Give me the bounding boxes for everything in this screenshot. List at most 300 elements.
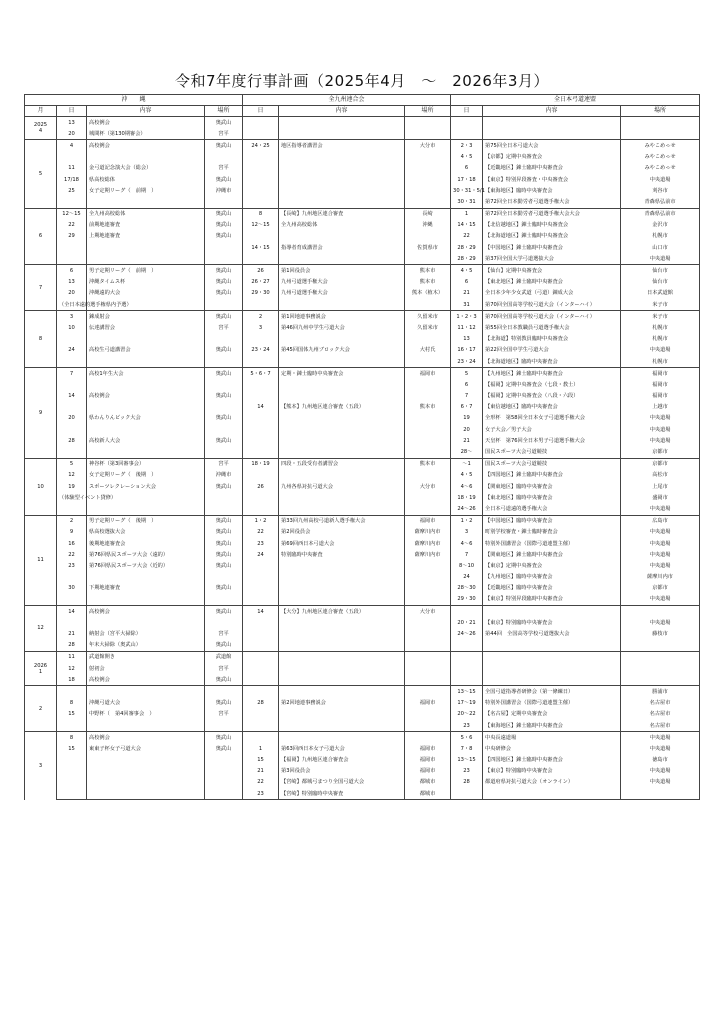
zennichi-content: 【東京】定期中央審査会 (483, 560, 621, 571)
okinawa-day: 9 (57, 527, 87, 538)
header-place: 場所 (621, 106, 700, 117)
zennichi-day: 24〜26 (451, 503, 483, 515)
kyushu-day: 18・19 (243, 458, 279, 470)
zennichi-content: 第75回全日本弓道大会 (483, 140, 621, 152)
okinawa-content: 錬成射会 (87, 311, 205, 323)
okinawa-place (205, 379, 243, 390)
kyushu-day (243, 231, 279, 242)
okinawa-place: 奥武山 (205, 435, 243, 446)
zennichi-content (483, 606, 621, 618)
okinawa-day: 21 (57, 628, 87, 639)
zennichi-day: 1・2 (451, 515, 483, 527)
okinawa-place: 奥武山 (205, 368, 243, 380)
zennichi-day: 5 (451, 368, 483, 380)
kyushu-content: 指導者育成講習会 (279, 242, 405, 253)
okinawa-day: 16 (57, 538, 87, 549)
okinawa-content: 上期地連審査 (87, 231, 205, 242)
okinawa-day: 10 (57, 322, 87, 333)
okinawa-day (57, 777, 87, 788)
zennichi-place: 青森県弘前市 (621, 196, 700, 208)
zennichi-day (451, 674, 483, 686)
okinawa-day (57, 686, 87, 698)
kyushu-day: 1・2 (243, 515, 279, 527)
zennichi-day: 11・12 (451, 322, 483, 333)
okinawa-day: 30 (57, 583, 87, 594)
zennichi-day: 4・5 (451, 152, 483, 163)
okinawa-day: 7 (57, 368, 87, 380)
header-place: 場所 (205, 106, 243, 117)
okinawa-day (57, 617, 87, 628)
kyushu-day (243, 435, 279, 446)
okinawa-place: 奥武山 (205, 231, 243, 242)
kyushu-content (279, 583, 405, 594)
kyushu-day (243, 651, 279, 663)
kyushu-place (405, 709, 451, 720)
zennichi-content: 【四国地区】錬士臨時中央審査会 (483, 755, 621, 766)
kyushu-day: 26 (243, 265, 279, 277)
kyushu-day (243, 732, 279, 744)
kyushu-day: 23 (243, 788, 279, 800)
okinawa-place (205, 686, 243, 698)
kyushu-content (279, 651, 405, 663)
table-row (25, 356, 700, 368)
kyushu-day (243, 334, 279, 345)
okinawa-day: 23 (57, 560, 87, 571)
kyushu-place: 大分市 (405, 140, 451, 152)
kyushu-place (405, 117, 451, 129)
okinawa-content: 第76回県民スポーツ大会（遠的） (87, 549, 205, 560)
okinawa-content: 県わんりんピック大会 (87, 413, 205, 424)
okinawa-content: 全九州高校総体 (87, 208, 205, 220)
kyushu-content: 全九州高校総体 (279, 220, 405, 231)
zennichi-day: 6 (451, 379, 483, 390)
section-header-row (25, 95, 700, 106)
kyushu-content: 第1回地連事務説会 (279, 311, 405, 323)
kyushu-place: 大村氏 (405, 345, 451, 356)
table-row (25, 686, 700, 698)
kyushu-place: 福岡市 (405, 368, 451, 380)
kyushu-day (243, 594, 279, 606)
table-row (25, 391, 700, 402)
table-row (25, 334, 700, 345)
okinawa-day: 14 (57, 391, 87, 402)
kyushu-place (405, 424, 451, 435)
zennichi-day: 7・8 (451, 743, 483, 754)
zennichi-day: 2・3 (451, 140, 483, 152)
kyushu-day (243, 663, 279, 674)
zennichi-content: 第70回全国高等学校弓道大会（インターハイ） (483, 299, 621, 311)
kyushu-place: 大分市 (405, 606, 451, 618)
zennichi-content: 【関東地区】錬士臨時中央審査会 (483, 549, 621, 560)
zennichi-content (483, 788, 621, 800)
table-row (25, 663, 700, 674)
okinawa-place: 奥武山 (205, 481, 243, 492)
kyushu-day (243, 709, 279, 720)
zennichi-place: 中央道場 (621, 560, 700, 571)
table-row (25, 152, 700, 163)
zennichi-day (451, 663, 483, 674)
month-cell: 5 (25, 140, 57, 208)
okinawa-place (205, 446, 243, 458)
kyushu-place: 熊本市 (405, 265, 451, 277)
okinawa-day (57, 503, 87, 515)
table-row (25, 253, 700, 265)
kyushu-content: 地区指導者講習会 (279, 140, 405, 152)
okinawa-place: 宮平 (205, 709, 243, 720)
kyushu-place (405, 185, 451, 196)
kyushu-content (279, 560, 405, 571)
table-row (25, 788, 700, 800)
kyushu-content: 九州弓道選手権大会 (279, 288, 405, 299)
section-okinawa: 沖 縄 (25, 95, 243, 106)
okinawa-place: 奥武山 (205, 391, 243, 402)
okinawa-day (57, 720, 87, 732)
okinawa-content: 高校1年生大会 (87, 368, 205, 380)
table-row (25, 299, 700, 311)
table-row (25, 777, 700, 788)
okinawa-content: 後期地連審査会 (87, 538, 205, 549)
okinawa-day: 29 (57, 231, 87, 242)
okinawa-content: 女子定期リーグ（ 後期 ） (87, 470, 205, 481)
kyushu-place (405, 640, 451, 652)
table-row (25, 503, 700, 515)
table-row (25, 674, 700, 686)
kyushu-day (243, 617, 279, 628)
okinawa-day: 18 (57, 674, 87, 686)
table-row (25, 651, 700, 663)
table-row (25, 379, 700, 390)
okinawa-place (205, 617, 243, 628)
zennichi-place: 札幌市 (621, 356, 700, 368)
table-row (25, 163, 700, 174)
header-content: 内容 (483, 106, 621, 117)
zennichi-content: 特別外国講習会（国際弓道連盟主催） (483, 538, 621, 549)
column-header-row (25, 106, 700, 117)
table-row (25, 560, 700, 571)
kyushu-place: 薩摩川内市 (405, 527, 451, 538)
zennichi-place: みやこめっせ (621, 140, 700, 152)
zennichi-place: 中央道場 (621, 766, 700, 777)
zennichi-content: 【北海道】特別教員臨時中央審査会 (483, 334, 621, 345)
kyushu-content: 第63回西日本女子弓道大会 (279, 743, 405, 754)
okinawa-content: 高校例会 (87, 117, 205, 129)
zennichi-place: 福岡市 (621, 368, 700, 380)
zennichi-place: 山口市 (621, 242, 700, 253)
zennichi-place: 仙台市 (621, 265, 700, 277)
kyushu-place: 久留米市 (405, 322, 451, 333)
zennichi-day: 14・15 (451, 220, 483, 231)
zennichi-content: 【近畿地区】臨時中央審査会 (483, 583, 621, 594)
zennichi-place: 札幌市 (621, 322, 700, 333)
zennichi-day: 6 (451, 163, 483, 174)
okinawa-day: 13 (57, 277, 87, 288)
kyushu-content: 定期・錬士臨時中央審査会 (279, 368, 405, 380)
kyushu-place: 大分市 (405, 481, 451, 492)
kyushu-content (279, 503, 405, 515)
table-row (25, 424, 700, 435)
table-row (25, 743, 700, 754)
zennichi-content: 【東京】特別昇段臨時中央審査会 (483, 594, 621, 606)
zennichi-place (621, 606, 700, 618)
kyushu-content (279, 413, 405, 424)
okinawa-place: 奥武山 (205, 208, 243, 220)
okinawa-day: 13 (57, 117, 87, 129)
kyushu-day (243, 720, 279, 732)
kyushu-content: 九州各県対抗弓道大会 (279, 481, 405, 492)
okinawa-place: 沖縄市 (205, 470, 243, 481)
zennichi-day: 18・19 (451, 492, 483, 503)
okinawa-place: 奥武山 (205, 265, 243, 277)
okinawa-content: 神谷杯（第3回審事会） (87, 458, 205, 470)
kyushu-day: 12〜15 (243, 220, 279, 231)
okinawa-place (205, 594, 243, 606)
zennichi-content: 第22回全国中学生弓道大会 (483, 345, 621, 356)
zennichi-day (451, 640, 483, 652)
zennichi-day: 20・21 (451, 617, 483, 628)
zennichi-day: 13〜15 (451, 755, 483, 766)
kyushu-content: 第69回西日本弓道大会 (279, 538, 405, 549)
zennichi-content: 【北海道地区】錬士臨時中央審査会 (483, 231, 621, 242)
kyushu-content (279, 231, 405, 242)
zennichi-place: 中央道場 (621, 435, 700, 446)
okinawa-place (205, 152, 243, 163)
zennichi-day: 4〜6 (451, 481, 483, 492)
kyushu-day: 14 (243, 606, 279, 618)
okinawa-day (57, 402, 87, 413)
zennichi-content (483, 663, 621, 674)
kyushu-day (243, 503, 279, 515)
zennichi-place (621, 674, 700, 686)
zennichi-content: 【中国地区】錬士臨時中央審査会 (483, 242, 621, 253)
okinawa-day (57, 424, 87, 435)
zennichi-day: 28・29 (451, 242, 483, 253)
kyushu-place (405, 594, 451, 606)
okinawa-day: 28 (57, 435, 87, 446)
table-row (25, 709, 700, 720)
okinawa-place: 奥武山 (205, 743, 243, 754)
kyushu-day (243, 686, 279, 698)
table-row (25, 311, 700, 323)
table-row (25, 402, 700, 413)
zennichi-place (621, 663, 700, 674)
kyushu-day: 23 (243, 538, 279, 549)
kyushu-content: 第2回役員会 (279, 527, 405, 538)
table-row (25, 242, 700, 253)
okinawa-content: 武道館開き (87, 651, 205, 663)
zennichi-place: 広島市 (621, 515, 700, 527)
zennichi-place: 中央道場 (621, 345, 700, 356)
zennichi-content: 【福岡】定期中央審査会（八段・六段） (483, 391, 621, 402)
kyushu-day: 24・25 (243, 140, 279, 152)
zennichi-day: 8〜10 (451, 560, 483, 571)
okinawa-content: 高校生弓道講習会 (87, 345, 205, 356)
okinawa-content: 城間杯（第130期審会） (87, 128, 205, 140)
zennichi-day: 20 (451, 424, 483, 435)
table-row (25, 515, 700, 527)
zennichi-place: 中央道場 (621, 743, 700, 754)
okinawa-content: 高校例会 (87, 606, 205, 618)
kyushu-place: 沖縄 (405, 220, 451, 231)
kyushu-place (405, 492, 451, 503)
zennichi-day (451, 788, 483, 800)
zennichi-place (621, 651, 700, 663)
zennichi-place: 仙台市 (621, 277, 700, 288)
okinawa-place (205, 424, 243, 435)
table-row (25, 288, 700, 299)
okinawa-place (205, 503, 243, 515)
okinawa-day: （体験型イベント貸修） (57, 492, 87, 503)
okinawa-place: 奥武山 (205, 117, 243, 129)
zennichi-day: 〜1 (451, 458, 483, 470)
kyushu-content (279, 640, 405, 652)
kyushu-place (405, 299, 451, 311)
kyushu-content (279, 185, 405, 196)
zennichi-content: 国民スポーツ大会弓道競技 (483, 458, 621, 470)
okinawa-day: 15 (57, 743, 87, 754)
schedule-table (24, 94, 700, 800)
kyushu-day (243, 196, 279, 208)
zennichi-place: 中央道場 (621, 413, 700, 424)
kyushu-place (405, 674, 451, 686)
zennichi-day: 22 (451, 231, 483, 242)
kyushu-place (405, 663, 451, 674)
kyushu-day: 5・6・7 (243, 368, 279, 380)
zennichi-day: 23 (451, 766, 483, 777)
table-row (25, 458, 700, 470)
kyushu-day: 26 (243, 481, 279, 492)
zennichi-day (451, 128, 483, 140)
kyushu-day: 26・27 (243, 277, 279, 288)
okinawa-day: 12〜15 (57, 208, 87, 220)
okinawa-day: 5 (57, 458, 87, 470)
okinawa-content (87, 356, 205, 368)
okinawa-place (205, 402, 243, 413)
zennichi-place: 京都市 (621, 446, 700, 458)
okinawa-day: 11 (57, 651, 87, 663)
zennichi-place: 札幌市 (621, 334, 700, 345)
table-row (25, 220, 700, 231)
table-row (25, 640, 700, 652)
okinawa-content: 男子定期リーグ（ 後期 ） (87, 515, 205, 527)
zennichi-place: 刈谷市 (621, 185, 700, 196)
okinawa-place: 武道館 (205, 651, 243, 663)
page-title: 令和7年度行事計画（2025年4月 ～ 2026年3月） (175, 72, 549, 90)
zennichi-content: 【中国地区】臨時中央審査会 (483, 515, 621, 527)
okinawa-place: 宮平 (205, 128, 243, 140)
okinawa-day (57, 572, 87, 583)
zennichi-day (451, 651, 483, 663)
zennichi-place: 福岡市 (621, 379, 700, 390)
kyushu-place (405, 379, 451, 390)
month-cell: 12 (25, 606, 57, 652)
kyushu-content (279, 117, 405, 129)
okinawa-content: 高校新人大会 (87, 435, 205, 446)
month-cell: 7 (25, 265, 57, 311)
month-cell: 3 (25, 732, 57, 800)
zennichi-day: 13〜15 (451, 686, 483, 698)
zennichi-place: 中央道場 (621, 617, 700, 628)
kyushu-content (279, 424, 405, 435)
okinawa-day: 22 (57, 549, 87, 560)
okinawa-place: 奥武山 (205, 174, 243, 185)
kyushu-content: 第1回役員会 (279, 265, 405, 277)
okinawa-day: 24 (57, 345, 87, 356)
kyushu-place (405, 128, 451, 140)
okinawa-content (87, 424, 205, 435)
table-row (25, 413, 700, 424)
table-row (25, 606, 700, 618)
zennichi-day: 29・30 (451, 594, 483, 606)
zennichi-content: 【九州地区】臨時中央審査会 (483, 572, 621, 583)
zennichi-place: 中央道場 (621, 594, 700, 606)
okinawa-day (57, 196, 87, 208)
zennichi-content (483, 117, 621, 129)
okinawa-content: 高校例会 (87, 674, 205, 686)
kyushu-content (279, 299, 405, 311)
kyushu-place: 福岡市 (405, 698, 451, 709)
kyushu-content (279, 334, 405, 345)
okinawa-content: 沖縄遠的大会 (87, 288, 205, 299)
okinawa-day (57, 594, 87, 606)
kyushu-place: 熊本市 (405, 277, 451, 288)
okinawa-content: 男子定期リーグ（ 前期 ） (87, 265, 205, 277)
kyushu-place (405, 470, 451, 481)
kyushu-place (405, 583, 451, 594)
zennichi-place: 上尾市 (621, 481, 700, 492)
kyushu-content: 四段・五段受有者講習会 (279, 458, 405, 470)
okinawa-place (205, 334, 243, 345)
table-row (25, 446, 700, 458)
okinawa-place (205, 242, 243, 253)
table-row (25, 117, 700, 129)
zennichi-content: 全日本弓道遠的選手権大会 (483, 503, 621, 515)
zennichi-place: 中央道場 (621, 777, 700, 788)
zennichi-day: 17・18 (451, 174, 483, 185)
header-content: 内容 (279, 106, 405, 117)
kyushu-content: 第2回地連事務説会 (279, 698, 405, 709)
month-cell: 11 (25, 515, 57, 606)
okinawa-place (205, 356, 243, 368)
okinawa-day (57, 766, 87, 777)
zennichi-day: 4〜6 (451, 538, 483, 549)
zennichi-content: 【東海地区】錬士臨時中央審査会 (483, 720, 621, 732)
okinawa-place: 奥武山 (205, 698, 243, 709)
zennichi-day: 3 (451, 527, 483, 538)
okinawa-day (57, 755, 87, 766)
kyushu-place (405, 435, 451, 446)
okinawa-content (87, 334, 205, 345)
kyushu-day (243, 583, 279, 594)
kyushu-content: 【大分】九州地区連合審査（五段） (279, 606, 405, 618)
table-row (25, 174, 700, 185)
table-row (25, 322, 700, 333)
header-day: 日 (243, 106, 279, 117)
header-month: 月 (25, 106, 57, 117)
zennichi-day: 21 (451, 435, 483, 446)
table-row (25, 185, 700, 196)
zennichi-place: 米子市 (621, 299, 700, 311)
zennichi-content: 【北海道地区】臨時中央審査会 (483, 356, 621, 368)
zennichi-place: 名古屋市 (621, 709, 700, 720)
zennichi-day: 4・5 (451, 470, 483, 481)
zennichi-content: 【東北地区】臨時中央審査会 (483, 492, 621, 503)
okinawa-content: スポーツレクレーション大会 (87, 481, 205, 492)
zennichi-day: 23 (451, 720, 483, 732)
okinawa-content: 納射会（宮平大掃除） (87, 628, 205, 639)
zennichi-day: 1 (451, 208, 483, 220)
okinawa-content (87, 196, 205, 208)
okinawa-content: 下期地連審査 (87, 583, 205, 594)
